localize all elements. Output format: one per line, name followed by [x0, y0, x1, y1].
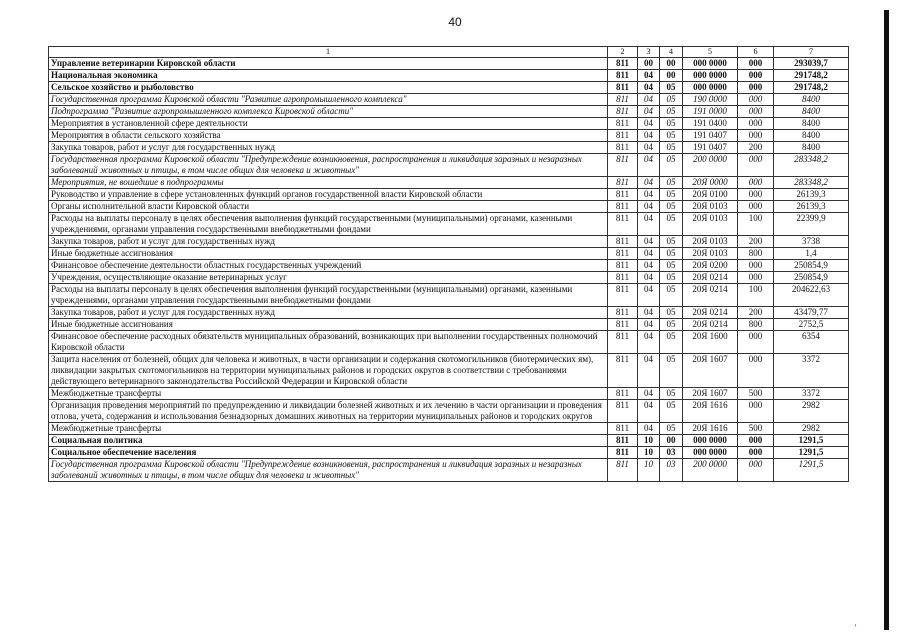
section-cell: 10	[638, 447, 660, 459]
section-cell: 04	[638, 70, 660, 82]
subsection-cell: 05	[660, 118, 683, 130]
subsection-cell: 05	[660, 177, 683, 189]
expense-type-cell: 000	[738, 354, 774, 388]
target-code-cell: 20Я 0103	[683, 248, 738, 260]
amount-cell: 8400	[774, 142, 849, 154]
name-cell: Закупка товаров, работ и услуг для государственных нужд	[49, 307, 608, 319]
table-row	[49, 272, 849, 284]
admin-code-cell: 811	[608, 423, 638, 435]
expense-type-cell: 200	[738, 236, 774, 248]
admin-code-cell: 811	[608, 260, 638, 272]
admin-code-cell: 811	[608, 154, 638, 177]
admin-code-cell: 811	[608, 331, 638, 354]
expense-type-cell: 000	[738, 260, 774, 272]
budget-table-body	[49, 47, 849, 482]
name-cell: Социальная политика	[49, 435, 608, 447]
table-row	[49, 106, 849, 118]
admin-code-cell: 811	[608, 94, 638, 106]
target-code-cell: 20Я 0100	[683, 189, 738, 201]
section-cell: 04	[638, 307, 660, 319]
expense-type-cell: 100	[738, 284, 774, 307]
target-code-cell: 20Я 0103	[683, 236, 738, 248]
amount-cell: 2752,5	[774, 319, 849, 331]
section-cell: 04	[638, 260, 660, 272]
header-cell: 2	[608, 47, 638, 58]
subsection-cell: 05	[660, 142, 683, 154]
expense-type-cell: 000	[738, 154, 774, 177]
target-code-cell: 20Я 1607	[683, 354, 738, 388]
name-cell: Органы исполнительной власти Кировской области	[49, 201, 608, 213]
target-code-cell: 20Я 0214	[683, 272, 738, 284]
target-code-cell: 20Я 1616	[683, 423, 738, 435]
target-code-cell: 000 0000	[683, 82, 738, 94]
name-cell: Мероприятия, не вошедшие в подпрограммы	[49, 177, 608, 189]
section-cell: 04	[638, 154, 660, 177]
table-row	[49, 284, 849, 307]
name-cell: Социальное обеспечение населения	[49, 447, 608, 459]
expense-type-cell: 000	[738, 94, 774, 106]
amount-cell: 283348,2	[774, 154, 849, 177]
table-row	[49, 201, 849, 213]
target-code-cell: 20Я 0200	[683, 260, 738, 272]
table-row	[49, 213, 849, 236]
admin-code-cell: 811	[608, 319, 638, 331]
subsection-cell: 05	[660, 154, 683, 177]
header-cell: 5	[683, 47, 738, 58]
subsection-cell: 05	[660, 236, 683, 248]
amount-cell: 8400	[774, 130, 849, 142]
amount-cell: 3738	[774, 236, 849, 248]
section-cell: 04	[638, 319, 660, 331]
section-cell: 04	[638, 272, 660, 284]
expense-type-cell: 000	[738, 201, 774, 213]
admin-code-cell: 811	[608, 58, 638, 70]
target-code-cell: 20Я 0214	[683, 284, 738, 307]
admin-code-cell: 811	[608, 130, 638, 142]
target-code-cell: 190 0000	[683, 94, 738, 106]
section-cell: 10	[638, 435, 660, 447]
subsection-cell: 05	[660, 106, 683, 118]
target-code-cell: 000 0000	[683, 435, 738, 447]
expense-type-cell: 800	[738, 248, 774, 260]
section-cell: 04	[638, 94, 660, 106]
name-cell: Государственная программа Кировской области "Предупреждение возникновения, распространения и ликвидация заразных и незаразных заболеваний животных и птицы, в том числе общих для человека и животных"	[49, 154, 608, 177]
expense-type-cell: 000	[738, 118, 774, 130]
target-code-cell: 000 0000	[683, 447, 738, 459]
name-cell: Защита населения от болезней, общих для человека и животных, в части организации и содержания скотомогильников (биотермических ям), ликвидации закрытых скотомогильников на территории муниципальных районов и городских округов в соответствии с требованиями действующего ветеринарного законодательства Российской Федерации и Кировской области	[49, 354, 608, 388]
target-code-cell: 20Я 0103	[683, 213, 738, 236]
table-row	[49, 248, 849, 260]
admin-code-cell: 811	[608, 272, 638, 284]
target-code-cell: 20Я 0214	[683, 319, 738, 331]
name-cell: Финансовое обеспечение деятельности областных государственных учреждений	[49, 260, 608, 272]
target-code-cell: 20Я 1607	[683, 388, 738, 400]
subsection-cell: 05	[660, 201, 683, 213]
admin-code-cell: 811	[608, 400, 638, 423]
subsection-cell: 05	[660, 388, 683, 400]
table-row	[49, 260, 849, 272]
target-code-cell: 200 0000	[683, 154, 738, 177]
table-row	[49, 70, 849, 82]
expense-type-cell: 800	[738, 319, 774, 331]
name-cell: Иные бюджетные ассигнования	[49, 248, 608, 260]
admin-code-cell: 811	[608, 248, 638, 260]
expense-type-cell: 100	[738, 213, 774, 236]
section-cell: 04	[638, 236, 660, 248]
amount-cell: 43479,77	[774, 307, 849, 319]
section-cell: 04	[638, 423, 660, 435]
admin-code-cell: 811	[608, 435, 638, 447]
target-code-cell: 200 0000	[683, 459, 738, 482]
name-cell: Государственная программа Кировской области "Предупреждение возникновения, распространения и ликвидация заразных и незаразных заболеваний животных и птицы, в том числе общих для человека и животных"	[49, 459, 608, 482]
header-cell: 3	[638, 47, 660, 58]
admin-code-cell: 811	[608, 142, 638, 154]
name-cell: Учреждения, осуществляющие оказание ветеринарных услуг	[49, 272, 608, 284]
target-code-cell: 20Я 1600	[683, 331, 738, 354]
admin-code-cell: 811	[608, 177, 638, 189]
name-cell: Сельское хозяйство и рыболовство	[49, 82, 608, 94]
subsection-cell: 05	[660, 331, 683, 354]
header-cell: 6	[738, 47, 774, 58]
table-row	[49, 130, 849, 142]
name-cell: Управление ветеринарии Кировской области	[49, 58, 608, 70]
name-cell: Межбюджетные трансферты	[49, 423, 608, 435]
admin-code-cell: 811	[608, 70, 638, 82]
name-cell: Руководство и управление в сфере установленных функций органов государственной власти Кировской области	[49, 189, 608, 201]
expense-type-cell: 000	[738, 459, 774, 482]
name-cell: Национальная экономика	[49, 70, 608, 82]
amount-cell: 283348,2	[774, 177, 849, 189]
section-cell: 04	[638, 118, 660, 130]
subsection-cell: 05	[660, 260, 683, 272]
amount-cell: 1291,5	[774, 447, 849, 459]
admin-code-cell: 811	[608, 284, 638, 307]
header-cell: 7	[774, 47, 849, 58]
section-cell: 04	[638, 189, 660, 201]
amount-cell: 1291,5	[774, 435, 849, 447]
target-code-cell: 20Я 1616	[683, 400, 738, 423]
subsection-cell: 00	[660, 435, 683, 447]
name-cell: Мероприятия в области сельского хозяйства	[49, 130, 608, 142]
admin-code-cell: 811	[608, 82, 638, 94]
target-code-cell: 20Я 0214	[683, 307, 738, 319]
amount-cell: 6354	[774, 331, 849, 354]
expense-type-cell: 500	[738, 423, 774, 435]
name-cell: Мероприятия в установленной сфере деятельности	[49, 118, 608, 130]
section-cell: 04	[638, 331, 660, 354]
expense-type-cell: 200	[738, 142, 774, 154]
amount-cell: 26139,3	[774, 201, 849, 213]
corner-mark: '	[855, 623, 857, 632]
name-cell: Организация проведения мероприятий по предупреждению и ликвидации болезней животных и их лечению в части организации и проведения отлова, учета, содержания и использования безнадзорных домашних животных на территории муниципальных районов и городских округов	[49, 400, 608, 423]
subsection-cell: 05	[660, 307, 683, 319]
amount-cell: 8400	[774, 118, 849, 130]
expense-type-cell: 000	[738, 447, 774, 459]
target-code-cell: 20Я 0000	[683, 177, 738, 189]
section-cell: 04	[638, 400, 660, 423]
section-cell: 04	[638, 106, 660, 118]
expense-type-cell: 000	[738, 177, 774, 189]
target-code-cell: 191 0407	[683, 142, 738, 154]
subsection-cell: 05	[660, 354, 683, 388]
name-cell: Государственная программа Кировской области "Развитие агропромышленного комплекса"	[49, 94, 608, 106]
table-row	[49, 82, 849, 94]
table-row	[49, 307, 849, 319]
name-cell: Закупка товаров, работ и услуг для государственных нужд	[49, 236, 608, 248]
table-row	[49, 177, 849, 189]
name-cell: Закупка товаров, работ и услуг для государственных нужд	[49, 142, 608, 154]
expense-type-cell: 000	[738, 82, 774, 94]
table-row	[49, 435, 849, 447]
section-cell: 04	[638, 213, 660, 236]
subsection-cell: 05	[660, 213, 683, 236]
section-cell: 04	[638, 142, 660, 154]
admin-code-cell: 811	[608, 459, 638, 482]
amount-cell: 3372	[774, 388, 849, 400]
admin-code-cell: 811	[608, 118, 638, 130]
amount-cell: 250854,9	[774, 260, 849, 272]
amount-cell: 8400	[774, 106, 849, 118]
table-row	[49, 58, 849, 70]
expense-type-cell: 000	[738, 70, 774, 82]
admin-code-cell: 811	[608, 189, 638, 201]
table-row	[49, 354, 849, 388]
admin-code-cell: 811	[608, 106, 638, 118]
section-cell: 04	[638, 284, 660, 307]
header-cell: 4	[660, 47, 683, 58]
section-cell: 04	[638, 177, 660, 189]
table-row	[49, 94, 849, 106]
table-row	[49, 236, 849, 248]
target-code-cell: 000 0000	[683, 58, 738, 70]
name-cell: Расходы на выплаты персоналу в целях обеспечения выполнения функций государственными (муниципальными) органами, казенными учреждениями, органами управления государственными внебюджетными фондами	[49, 213, 608, 236]
expense-type-cell: 000	[738, 331, 774, 354]
name-cell: Расходы на выплаты персоналу в целях обеспечения выполнения функций государственными (муниципальными) органами, казенными учреждениями, органами управления государственными внебюджетными фондами	[49, 284, 608, 307]
subsection-cell: 05	[660, 319, 683, 331]
amount-cell: 26139,3	[774, 189, 849, 201]
amount-cell: 2982	[774, 423, 849, 435]
section-cell: 04	[638, 130, 660, 142]
admin-code-cell: 811	[608, 447, 638, 459]
subsection-cell: 05	[660, 130, 683, 142]
expense-type-cell: 000	[738, 189, 774, 201]
section-cell: 04	[638, 201, 660, 213]
name-cell: Подпрограмма "Развитие агропромышленного комплекса Кировской области"	[49, 106, 608, 118]
expense-type-cell: 000	[738, 272, 774, 284]
admin-code-cell: 811	[608, 201, 638, 213]
name-cell: Межбюджетные трансферты	[49, 388, 608, 400]
amount-cell: 2982	[774, 400, 849, 423]
amount-cell: 22399,9	[774, 213, 849, 236]
expense-type-cell: 000	[738, 130, 774, 142]
subsection-cell: 03	[660, 447, 683, 459]
name-cell: Финансовое обеспечение расходных обязательств муниципальных образований, возникающих при выполнении государственных полномочий Кировской области	[49, 331, 608, 354]
amount-cell: 8400	[774, 94, 849, 106]
table-row	[49, 400, 849, 423]
expense-type-cell: 500	[738, 388, 774, 400]
admin-code-cell: 811	[608, 236, 638, 248]
amount-cell: 3372	[774, 354, 849, 388]
section-cell: 00	[638, 58, 660, 70]
table-row	[49, 388, 849, 400]
target-code-cell: 000 0000	[683, 70, 738, 82]
amount-cell: 1291,5	[774, 459, 849, 482]
table-row	[49, 189, 849, 201]
subsection-cell: 00	[660, 58, 683, 70]
page-edge-bar	[884, 10, 889, 630]
amount-cell: 1,4	[774, 248, 849, 260]
target-code-cell: 191 0400	[683, 118, 738, 130]
subsection-cell: 05	[660, 272, 683, 284]
subsection-cell: 03	[660, 459, 683, 482]
subsection-cell: 05	[660, 189, 683, 201]
subsection-cell: 05	[660, 94, 683, 106]
page-number: 40	[448, 15, 462, 29]
table-header-row	[49, 47, 849, 58]
subsection-cell: 05	[660, 82, 683, 94]
section-cell: 04	[638, 388, 660, 400]
amount-cell: 293039,7	[774, 58, 849, 70]
admin-code-cell: 811	[608, 213, 638, 236]
budget-table	[48, 46, 849, 482]
admin-code-cell: 811	[608, 388, 638, 400]
expense-type-cell: 200	[738, 307, 774, 319]
table-row	[49, 331, 849, 354]
target-code-cell: 191 0000	[683, 106, 738, 118]
expense-type-cell: 000	[738, 106, 774, 118]
amount-cell: 291748,2	[774, 70, 849, 82]
amount-cell: 291748,2	[774, 82, 849, 94]
name-cell: Иные бюджетные ассигнования	[49, 319, 608, 331]
target-code-cell: 20Я 0103	[683, 201, 738, 213]
section-cell: 10	[638, 459, 660, 482]
table-row	[49, 142, 849, 154]
table-row	[49, 319, 849, 331]
target-code-cell: 191 0407	[683, 130, 738, 142]
subsection-cell: 05	[660, 248, 683, 260]
table-row	[49, 118, 849, 130]
amount-cell: 204622,63	[774, 284, 849, 307]
amount-cell: 250854,9	[774, 272, 849, 284]
expense-type-cell: 000	[738, 435, 774, 447]
table-row	[49, 423, 849, 435]
header-cell: 1	[49, 47, 608, 58]
subsection-cell: 05	[660, 284, 683, 307]
expense-type-cell: 000	[738, 58, 774, 70]
table-row	[49, 154, 849, 177]
section-cell: 04	[638, 82, 660, 94]
subsection-cell: 00	[660, 70, 683, 82]
table-row	[49, 447, 849, 459]
admin-code-cell: 811	[608, 354, 638, 388]
section-cell: 04	[638, 248, 660, 260]
subsection-cell: 05	[660, 423, 683, 435]
subsection-cell: 05	[660, 400, 683, 423]
admin-code-cell: 811	[608, 307, 638, 319]
expense-type-cell: 000	[738, 400, 774, 423]
table-row	[49, 459, 849, 482]
section-cell: 04	[638, 354, 660, 388]
